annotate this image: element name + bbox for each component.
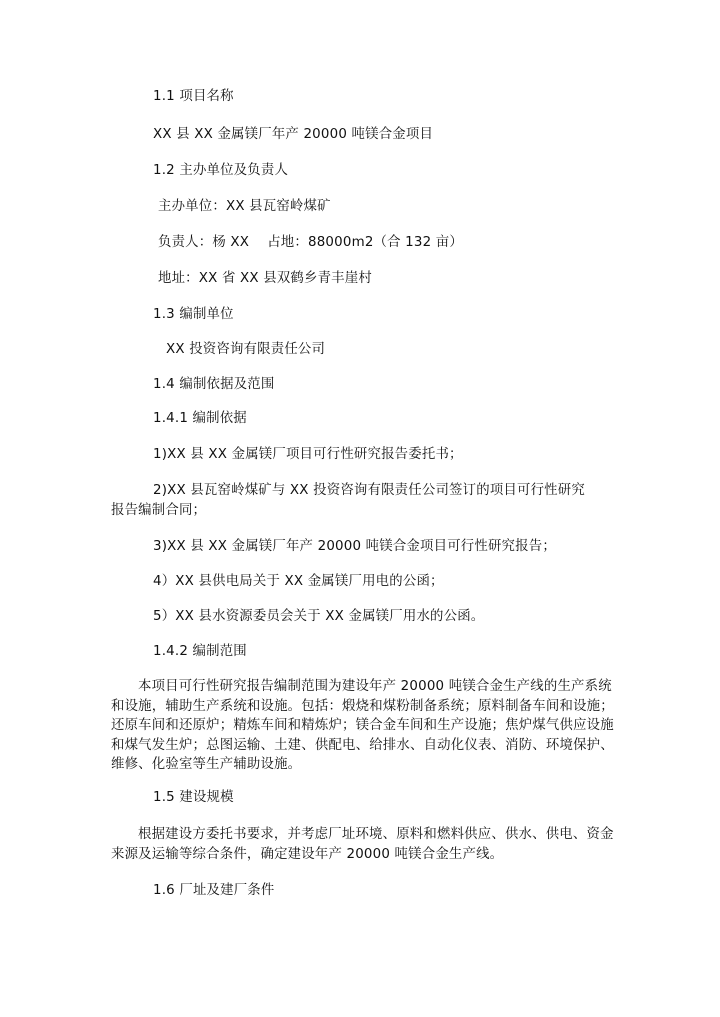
project-name-text: XX 县 XX 金属镁厂年产 20000 吨镁合金项目 — [153, 127, 434, 142]
basis-item-2-line-1: 2)XX 县瓦窑岭煤矿与 XX 投资咨询有限责任公司签订的项目可行性研究 — [153, 483, 585, 498]
section-heading-1-1: 1.1 项目名称 — [153, 89, 234, 104]
basis-item-4: 4）XX 县供电局关于 XX 金属镁厂用电的公函； — [153, 574, 444, 589]
section-heading-1-4: 1.4 编制依据及范围 — [153, 377, 275, 392]
section-heading-1-5: 1.5 建设规模 — [153, 790, 234, 805]
person-area-text: 负责人：杨 XX 占地：88000m2（合 132 亩） — [158, 235, 463, 250]
section-heading-1-2: 1.2 主办单位及负责人 — [153, 163, 289, 178]
basis-item-5: 5）XX 县水资源委员会关于 XX 金属镁厂用水的公函。 — [153, 609, 485, 624]
basis-item-3: 3)XX 县 XX 金属镁厂年产 20000 吨镁合金项目可行性研究报告； — [153, 539, 556, 554]
sponsor-text: 主办单位：XX 县瓦窑岭煤矿 — [158, 199, 331, 214]
section-heading-1-4-2: 1.4.2 编制范围 — [153, 644, 247, 659]
section-heading-1-6: 1.6 厂址及建厂条件 — [153, 883, 275, 898]
section-heading-1-3: 1.3 编制单位 — [153, 307, 234, 322]
basis-item-2-line-2: 报告编制合同； — [111, 503, 207, 518]
compiler-text: XX 投资咨询有限责任公司 — [166, 342, 326, 357]
basis-item-1: 1)XX 县 XX 金属镁厂项目可行性研究报告委托书； — [153, 447, 463, 462]
scale-paragraph: 根据建设方委托书要求，并考虑厂址环境、原料和燃料供应、供水、供电、资金来源及运输等综合条件，确定建设年产 20000 吨镁合金生产线。 — [111, 827, 614, 862]
scope-paragraph: 本项目可行性研究报告编制范围为建设年产 20000 吨镁合金生产线的生产系统和设施，辅助生产系统和设施。包括：煅烧和煤粉制备系统；原料制备车间和设施；还原车间和还原炉；精炼车间和精炼炉；镁合金车间和生产设施；焦炉煤气供应设施和煤气发生炉；总图运输、土建、供配电、给排水、自动化仪表、消防、环境保护、维修、化验室等生产辅助设施。 — [111, 679, 614, 772]
address-text: 地址：XX 省 XX 县双鹤乡青丰崖村 — [158, 271, 372, 286]
section-heading-1-4-1: 1.4.1 编制依据 — [153, 411, 247, 426]
